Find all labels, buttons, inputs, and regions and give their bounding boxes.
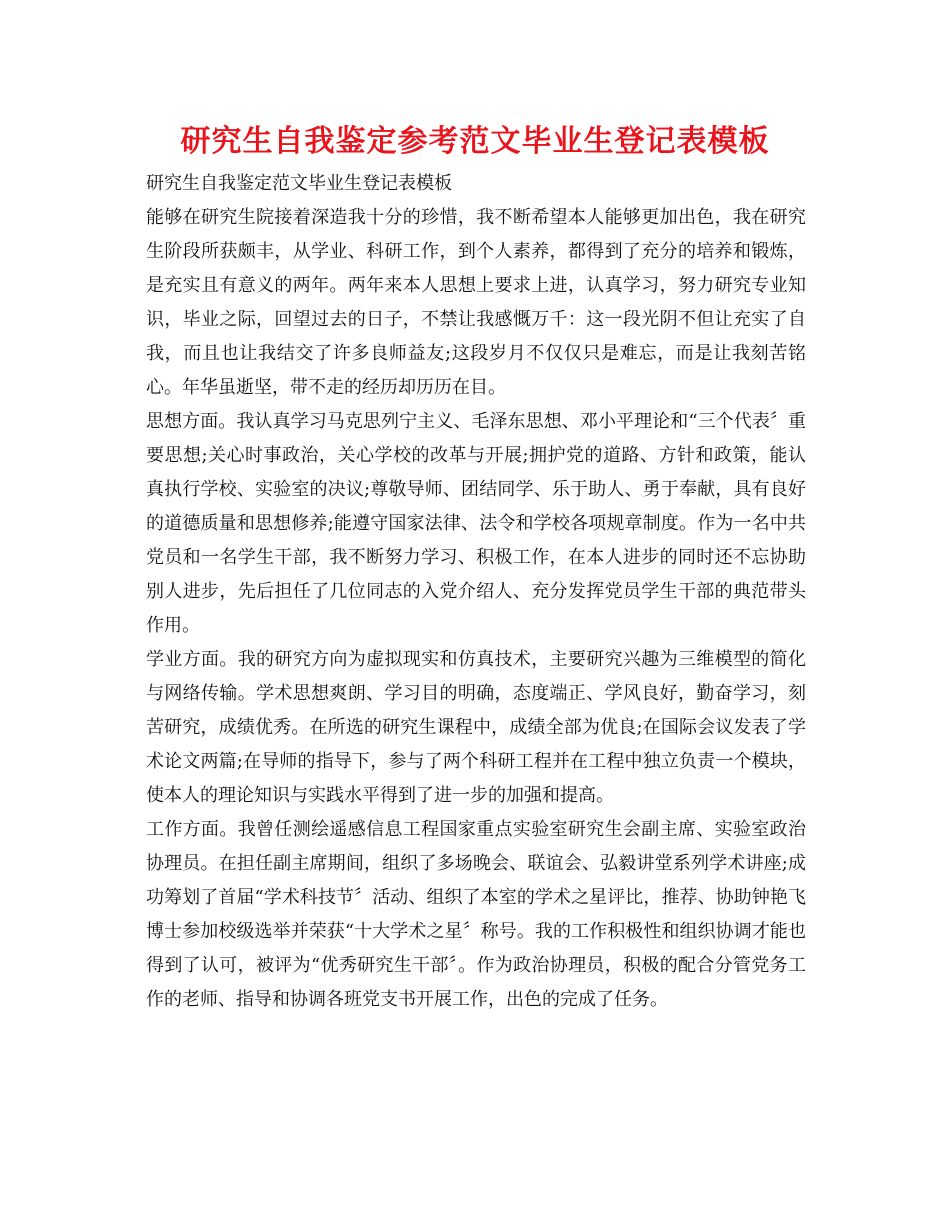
intro-paragraph: 能够在研究生院接着深造我十分的珍惜，我不断希望本人能够更加出色，我在研究生阶段所获颇丰，从学业、科研工作，到个人素养，都得到了充分的培养和锻炼，是充实且有意义的两年。两年来本人思想上要求上进，认真学习，努力研究专业知识，毕业之际，回望过去的日子，不禁让我感慨万千：这一段光阴不但让充实了自我，而且也让我结交了许多良师益友;这段岁月不仅仅只是难忘，而是让我刻苦铭心。年华虽逝坚，带不走的经历却历历在目。 — [146, 207, 806, 398]
ideology-paragraph: 思想方面。我认真学习马克思列宁主义、毛泽东思想、邓小平理论和“三个代表〞重要思想;关心时事政治，关心学校的改革与开展;拥护党的道路、方针和政策，能认真执行学校、实验室的决议;尊敬导师、团结同学、乐于助人、勇于奉献，具有良好的道德质量和思想修养;能遵守国家法律、法令和学校各项规章制度。作为一名中共党员和一名学生干部，我不断努力学习、积极工作，在本人进步的同时还不忘协助别人进步，先后担任了几位同志的入党介绍人、充分发挥党员学生干部的典范带头作用。 — [146, 411, 806, 636]
document-body — [146, 167, 806, 1017]
work-paragraph: 工作方面。我曾任测绘遥感信息工程国家重点实验室研究生会副主席、实验室政治协理员。在担任副主席期间，组织了多场晚会、联谊会、弘毅讲堂系列学术讲座;成功筹划了首届“学术科技节〞活动、组织了本室的学术之星评比，推荐、协助钟艳飞博士参加校级选举并荣获“十大学术之星〞称号。我的工作积极性和组织协调才能也得到了认可，被评为“优秀研究生干部〞。作为政治协理员，积极的配合分管党务工作的老师、指导和协调各班党支书开展工作，出色的完成了任务。 — [146, 819, 806, 1010]
subtitle-paragraph: 研究生自我鉴定范文毕业生登记表模板 — [146, 173, 452, 194]
document-title: 研究生自我鉴定参考范文毕业生登记表模板 — [180, 124, 770, 159]
academic-paragraph: 学业方面。我的研究方向为虚拟现实和仿真技术，主要研究兴趣为三维模型的简化与网络传输。学术思想爽朗、学习目的明确，态度端正、学风良好，勤奋学习，刻苦研究，成绩优秀。在所选的研究生课程中，成绩全部为优良;在国际会议发表了学术论文两篇;在导师的指导下，参与了两个科研工程并在工程中独立负责一个模块，使本人的理论知识与实践水平得到了进一步的加强和提高。 — [146, 649, 806, 806]
